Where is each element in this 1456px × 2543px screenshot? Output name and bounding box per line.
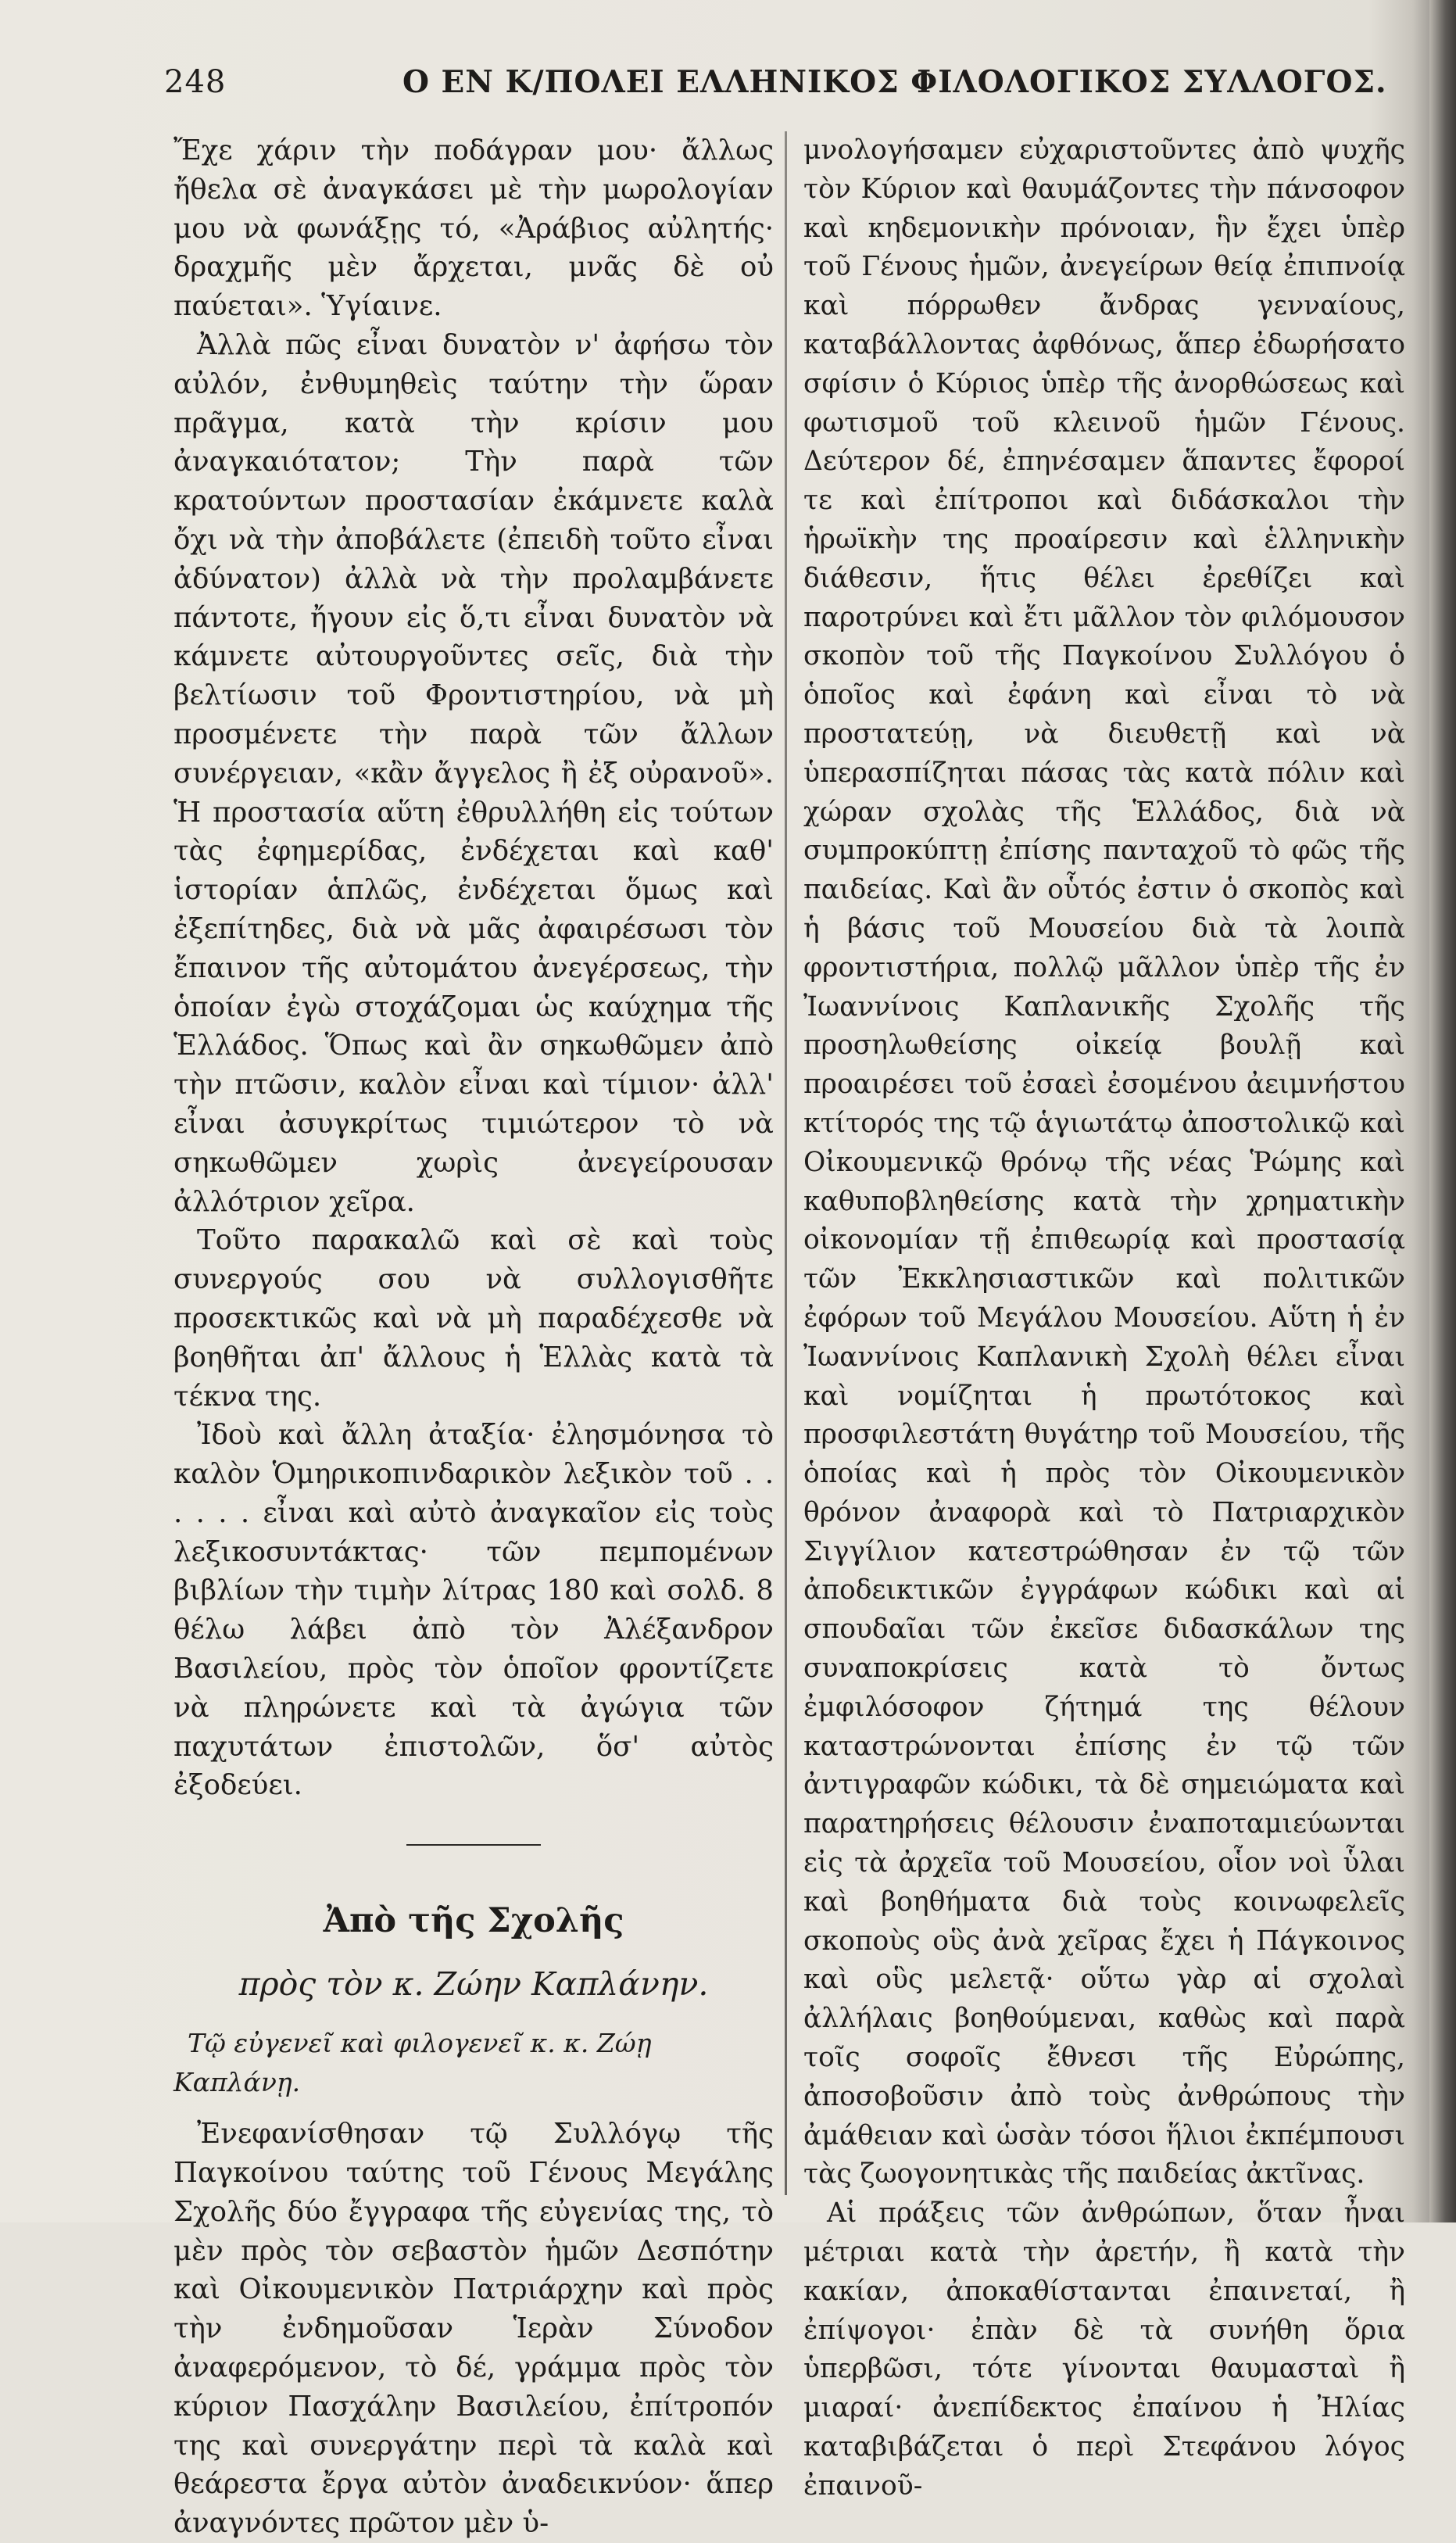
section-divider [406,1844,541,1846]
paragraph: Ἀλλὰ πῶς εἶναι δυνατὸν ν' ἀφήσω τὸν αὐλόν, ἐνθυμηθεὶς ταύτην τὴν ὥραν πρᾶγμα, κατὰ τὴν κρίσιν μου ἀναγκαιότατον; Τὴν παρὰ τῶν κρατούντων προστασίαν ἐκάμνετε καλὰ ὄχι νὰ τὴν ἀποβάλετε (ἐπειδὴ τοῦτο εἶναι ἀδύνατον) ἀλλὰ νὰ τὴν προλαμβάνετε πάντοτε, ἤγουν εἰς ὅ,τι εἶναι δυνατὸν νὰ κάμνετε αὐτουργοῦντες σεῖς, διὰ τὴν βελτίωσιν τοῦ Φροντιστηρίου, νὰ μὴ προσμένετε τὴν παρὰ τῶν ἄλλων συνέργειαν, «κἂν ἄγγελος ἢ ἐξ οὐρανοῦ». Ἡ προστασία αὕτη ἐθρυλλήθη εἰς τούτων τὰς ἐφημερίδας, ἐνδέχεται καὶ καθ' ἱστορίαν ἁπλῶς, ἐνδέχεται ὅμως καὶ ἐξεπίτηδες, διὰ νὰ μᾶς ἀφαιρέσωσι τὸν ἔπαινον τῆς αὐτομάτου ἀνεγέρσεως, τὴν ὁποίαν ἐγὼ στοχάζομαι ὡς καύχημα τῆς Ἑλλάδος. Ὅπως καὶ ἂν σηκωθῶμεν ἀπὸ τὴν πτῶσιν, καλὸν εἶναι καὶ τίμιον· ἀλλ' εἶναι ἀσυγκρίτως τιμιώτερον τὸ νὰ σηκωθῶμεν χωρὶς ἀνεγείρουσαν ἀλλότριον χεῖρα. [174,328,774,1218]
paragraph: Τοῦτο παρακαλῶ καὶ σὲ καὶ τοὺς συνεργούς σου νὰ συλλογισθῆτε προσεκτικῶς καὶ νὰ μὴ παραδέχεσθε νὰ βοηθῆται ἀπ' ἄλλους ἡ Ἑλλὰς κατὰ τὰ τέκνα της. [174,1224,774,1413]
left-column [174,131,774,2543]
letter-salutation: Τῷ εὐγενεῖ καὶ φιλογενεῖ κ. κ. Ζώῃ Καπλάνῃ. [174,2028,652,2098]
book-spine-shadow [1429,0,1456,2222]
right-column [803,131,1405,2506]
running-title: Ο ΕΝ Κ/ΠΟΛΕΙ ΕΛΛΗΝΙΚΟΣ ΦΙΛΟΛΟΓΙΚΟΣ ΣΥΛΛΟΓΟΣ. [402,64,1387,100]
letter-paragraph: Ἐνεφανίσθησαν τῷ Συλλόγῳ τῆς Παγκοίνου ταύτης τοῦ Γένους Μεγάλης Σχολῆς δύο ἔγγραφα τῆς εὐγενίας της, τὸ μὲν πρὸς τὸν σεβαστὸν ἡμῶν Δεσπότην καὶ Οἰκουμενικὸν Πατριάρχην καὶ πρὸς τὴν ἐνδημοῦσαν Ἱερὰν Σύνοδον ἀναφερόμενον, τὸ δέ, γράμμα πρὸς τὸν κύριον Πασχάλην Βασιλείου, ἐπίτροπόν της καὶ συνεργάτην περὶ τὰ καλὰ καὶ θεάρεστα ἔργα αὐτὸν ἀναδεικνύον· ἅπερ ἀναγνόντες πρῶτον μὲν ὑ- [174,2118,774,2540]
paragraph: Ἰδοὺ καὶ ἄλλη ἀταξία· ἐλησμόνησα τὸ καλὸν Ὁμηρικοπινδαρικὸν λεξικὸν τοῦ . . . . . . εἶναι καὶ αὐτὸ ἀναγκαῖον εἰς τοὺς λεξικοσυντάκτας· τῶν πεμπομένων βιβλίων τὴν τιμὴν λίτρας 180 καὶ σολδ. 8 θέλω λάβει ἀπὸ τὸν Ἀλέξανδρον Βασιλείου, πρὸς τὸν ὁποῖον φροντίζετε νὰ πληρώνετε καὶ τὰ ἀγώγια τῶν παχυτάτων ἐπιστολῶν, ὅσ' αὐτὸς ἐξοδεύει. [174,1419,774,1802]
paragraph: Ἔχε χάριν τὴν ποδάγραν μου· ἄλλως ἤθελα σὲ ἀναγκάσει μὲ τὴν μωρολογίαν μου νὰ φωνάξῃς τό, «Ἀράβιος αὐλητής· δραχμῆς μὲν ἄρχεται, μνᾶς δὲ οὐ παύεται». Ὑγίαινε. [174,134,774,323]
column-rule [785,131,787,2195]
page-number: 248 [164,64,227,100]
paragraph: μνολογήσαμεν εὐχαριστοῦντες ἀπὸ ψυχῆς τὸν Κύριον καὶ θαυμάζοντες τὴν πάνσοφον καὶ κηδεμονικὴν πρόνοιαν, ἣν ἔχει ὑπὲρ τοῦ Γένους ἡμῶν, ἀνεγείρων θείᾳ ἐπιπνοίᾳ καὶ πόρρωθεν ἄνδρας γενναίους, καταβάλλοντας ἀφθόνως, ἅπερ ἐδωρήσατο σφίσιν ὁ Κύριος ὑπὲρ τῆς ἀνορθώσεως καὶ φωτισμοῦ τοῦ κλεινοῦ ἡμῶν Γένους. Δεύτερον δέ, ἐπηνέσαμεν ἅπαντες ἔφοροί τε καὶ ἐπίτροποι καὶ διδάσκαλοι τὴν ἡρωϊκὴν της προαίρεσιν καὶ ἑλληνικὴν διάθεσιν, ἥτις θέλει ἐρεθίζει καὶ παροτρύνει καὶ ἔτι μᾶλλον τὸν φιλόμουσον σκοπὸν τοῦ τῆς Παγκοίνου Συλλόγου ὁ ὁποῖος καὶ ἐφάνη καὶ εἶναι τὸ νὰ προστατεύῃ, νὰ διευθετῇ καὶ νὰ ὑπερασπίζηται πάσας τὰς κατὰ πόλιν καὶ χώραν σχολὰς τῆς Ἑλλάδος, διὰ νὰ συμπροκύπτῃ ἐπίσης πανταχοῦ τὸ φῶς τῆς παιδείας. Καὶ ἂν οὗτός ἐστιν ὁ σκοπὸς καὶ ἡ βάσις τοῦ Μουσείου διὰ τὰ λοιπὰ φροντιστήρια, πολλῷ μᾶλλον ὑπὲρ τῆς ἐν Ἰωαννίνοις Καπλανικῆς Σχολῆς τῆς προσηλωθείσης οἰκείᾳ βουλῇ καὶ προαιρέσει τοῦ ἐσαεὶ ἐσομένου ἀειμνήστου κτίτορός της τῷ ἁγιωτάτῳ ἀποστολικῷ καὶ Οἰκουμενικῷ θρόνῳ τῆς νέας Ῥώμης καὶ καθυποβληθείσης κατὰ τὴν χρηματικὴν οἰκονομίαν τῇ ἐπιθεωρίᾳ καὶ προστασίᾳ τῶν Ἐκκλησιαστικῶν καὶ πολιτικῶν ἐφόρων τοῦ Μεγάλου Μουσείου. Αὕτη ἡ ἐν Ἰωαννίνοις Καπλανικὴ Σχολὴ θέλει εἶναι καὶ νομίζηται ἡ πρωτότοκος καὶ προσφιλεστάτη θυγάτηρ τοῦ Μουσείου, τῆς ὁποίας καὶ ἡ πρὸς τὸν Οἰκουμενικὸν θρόνον ἀναφορὰ καὶ τὸ Πατριαρχικὸν Σιγγίλιον κατεστρώθησαν ἐν τῷ τῶν ἀποδεικτικῶν ἐγγράφων κώδικι καὶ αἱ σπουδαῖαι τῶν ἐκεῖσε διδασκάλων της συναποκρίσεις κατὰ τὸ ὄντως ἐμφιλόσοφον ζήτημά της θέλουν καταστρώνονται ἐπίσης ἐν τῷ τῶν ἀντιγραφῶν κώδικι, τὰ δὲ σημειώματα καὶ παρατηρήσεις θέλουσιν ἐναποταμιεύωνται εἰς τὰ ἀρχεῖα τοῦ Μουσείου, οἷον νοὶ ὗλαι καὶ βοηθήματα διὰ τοὺς κοινωφελεῖς σκοποὺς οὓς ἀνὰ χεῖρας ἔχει ἡ Πάγκοινος καὶ οὓς μελετᾷ· οὕτω γὰρ αἱ σχολαὶ ἀλλήλαις βοηθούμεναι, καθὼς καὶ παρὰ τοῖς σοφοῖς ἔθνεσι τῆς Εὐρώπης, ἀποσοβοῦσιν ἀπὸ τοὺς ἀνθρώπους τὴν ἀμάθειαν καὶ ὡσὰν τόσοι ἥλιοι ἐκπέμπουσι τὰς ζωογονητικὰς τῆς παιδείας ἀκτῖνας. [803,134,1405,2190]
section-title: Ἀπὸ τῆς Σχολῆς [323,1901,624,1941]
paragraph: Αἱ πράξεις τῶν ἀνθρώπων, ὅταν ἦναι μέτριαι κατὰ τὴν ἀρετήν, ἢ κατὰ τὴν κακίαν, ἀποκαθίστανται ἐπαινεταί, ἢ ἐπίψογοι· ἐπὰν δὲ τὰ συνήθη ὅρια ὑπερβῶσι, τότε γίνονται θαυμασταὶ ἢ μιαραί· ἀνεπίδεκτος ἐπαίνου ἡ Ἠλίας καταβιβάζεται ὁ περὶ Στεφάνου λόγος ἐπαινοῦ- [803,2197,1405,2502]
section-subtitle: πρὸς τὸν κ. Ζώην Καπλάνην. [238,1965,709,2004]
page-header [164,64,1387,111]
